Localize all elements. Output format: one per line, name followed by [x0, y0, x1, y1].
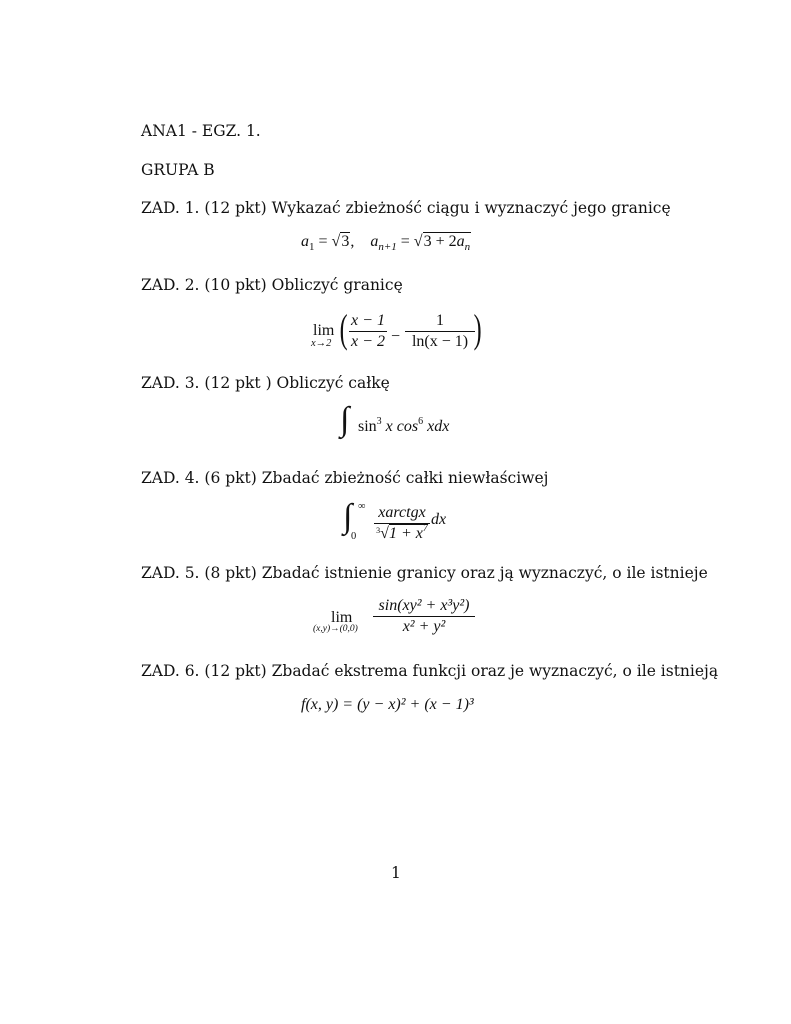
limit-operator: lim: [313, 322, 335, 339]
task-2-label: ZAD. 2. (10 pkt) Obliczyć granicę: [141, 276, 403, 294]
integral-upper-limit: ∞: [358, 501, 366, 512]
document-title: ANA1 - EGZ. 1.: [141, 122, 261, 140]
integral-lower-limit: 0: [351, 531, 357, 542]
formula-1: $a_1 = √3$, $a_{n+1} = √3 + 2a_n$: [301, 233, 471, 253]
task-3-label: ZAD. 3. (12 pkt ) Obliczyć całkę: [141, 374, 390, 392]
integral-sign: ∫: [343, 498, 353, 535]
integrand: $\sin^3 x$ $\cos^6$ xdx: [358, 416, 450, 435]
minus-sign: −: [391, 328, 401, 345]
limit-subscript: (x,y)→(0,0): [313, 624, 358, 634]
task-5-label: ZAD. 5. (8 pkt) Zbadać istnienie granicy oraz ją wyznaczyć, o ile istnieje: [141, 564, 708, 582]
formula-5: [313, 597, 483, 639]
left-paren: (: [339, 306, 348, 351]
limit-operator: lim: [331, 609, 353, 626]
formula-6: f(x, y) = (y − x)² + (x − 1)³: [301, 696, 474, 713]
fraction-2: 1 ln(x − 1): [405, 313, 475, 350]
right-paren: ): [473, 306, 482, 351]
task-6-label: ZAD. 6. (12 pkt) Zbadać ekstrema funkcji oraz je wyznaczyć, o ile istnieją: [141, 662, 719, 680]
formula-3: [340, 401, 460, 445]
differential: dx: [431, 511, 447, 528]
formula-2: [311, 306, 482, 353]
integral-sign: ∫: [340, 401, 350, 438]
formula-4: [343, 500, 453, 544]
fraction-1: x − 1 x − 2: [349, 313, 387, 350]
task-4-label: ZAD. 4. (6 pkt) Zbadać zbieżność całki niewłaściwej: [141, 469, 549, 487]
group-label: GRUPA B: [141, 161, 215, 179]
task-1-label: ZAD. 1. (12 pkt) Wykazać zbieżność ciągu i wyznaczyć jego granicę: [141, 199, 671, 217]
limit-fraction: sin(xy² + x³y²) x² + y²: [373, 598, 475, 635]
page-number: 1: [391, 864, 401, 882]
limit-subscript: x→2: [311, 338, 332, 349]
integrand-fraction: xarctgx $^3√1 + x^7$: [374, 505, 430, 542]
